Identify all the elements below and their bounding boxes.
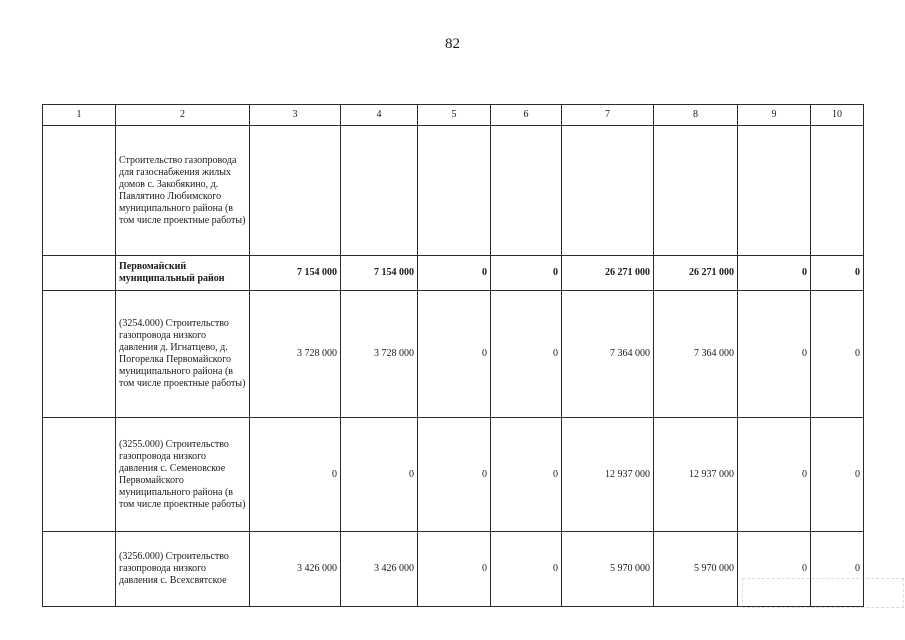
district-name-cell: Первомайский муниципальный район bbox=[116, 256, 250, 291]
table-cell: 0 bbox=[738, 291, 811, 418]
table-cell bbox=[43, 126, 116, 256]
faded-stamp-mark bbox=[742, 578, 904, 608]
table-cell: 0 bbox=[418, 256, 491, 291]
table-cell bbox=[418, 126, 491, 256]
column-header: 5 bbox=[418, 105, 491, 126]
table-row bbox=[43, 126, 864, 256]
table-cell: 3 728 000 bbox=[341, 291, 418, 418]
table-cell bbox=[43, 418, 116, 532]
object-name-cell: (3254.000) Строительство газопровода низкого давления д. Игнатцево, д. Погорелка Первомайского муниципального района (в том числе проектные работы) bbox=[116, 291, 250, 418]
table-cell: 26 271 000 bbox=[654, 256, 738, 291]
table-cell: 12 937 000 bbox=[654, 418, 738, 532]
column-header: 4 bbox=[341, 105, 418, 126]
table-cell: 0 bbox=[811, 418, 864, 532]
table-cell: 0 bbox=[811, 291, 864, 418]
table-cell: 3 426 000 bbox=[250, 532, 341, 607]
object-name-cell: (3255.000) Строительство газопровода низкого давления с. Семеновское Первомайского муниципального района (в том числе проектные работы) bbox=[116, 418, 250, 532]
table-cell: 5 970 000 bbox=[654, 532, 738, 607]
table-cell: 0 bbox=[738, 256, 811, 291]
table-cell: 0 bbox=[491, 418, 562, 532]
table-cell bbox=[654, 126, 738, 256]
page-number: 82 bbox=[445, 36, 460, 52]
table-cell: 7 364 000 bbox=[654, 291, 738, 418]
column-header: 1 bbox=[43, 105, 116, 126]
table-cell: 5 970 000 bbox=[562, 532, 654, 607]
table-row bbox=[43, 532, 864, 607]
table-cell: 0 bbox=[418, 418, 491, 532]
table-cell bbox=[341, 126, 418, 256]
table-row-district-total bbox=[43, 256, 864, 291]
table-cell: 3 426 000 bbox=[341, 532, 418, 607]
table-cell bbox=[43, 256, 116, 291]
table-cell bbox=[738, 126, 811, 256]
table-cell bbox=[43, 532, 116, 607]
table-cell: 0 bbox=[418, 291, 491, 418]
table-cell: 0 bbox=[491, 532, 562, 607]
column-header: 8 bbox=[654, 105, 738, 126]
object-name-cell: Строительство газопровода для газоснабжения жилых домов с. Закобякино, д. Павлятино Любимского муниципального района (в том числе проектные работы) bbox=[116, 126, 250, 256]
header-row bbox=[43, 105, 864, 126]
object-name-cell: (3256.000) Строительство газопровода низкого давления с. Всехсвятское bbox=[116, 532, 250, 607]
table-cell: 0 bbox=[491, 256, 562, 291]
table-cell bbox=[811, 126, 864, 256]
table-cell: 0 bbox=[250, 418, 341, 532]
table-cell: 0 bbox=[341, 418, 418, 532]
table-row bbox=[43, 291, 864, 418]
table-cell: 26 271 000 bbox=[562, 256, 654, 291]
table-cell: 0 bbox=[811, 256, 864, 291]
table-cell: 7 364 000 bbox=[562, 291, 654, 418]
column-header: 2 bbox=[116, 105, 250, 126]
table-cell: 7 154 000 bbox=[250, 256, 341, 291]
table-cell: 0 bbox=[811, 532, 864, 607]
table-cell: 0 bbox=[738, 418, 811, 532]
table-cell bbox=[562, 126, 654, 256]
table-cell bbox=[250, 126, 341, 256]
budget-table bbox=[42, 104, 864, 607]
table-row bbox=[43, 418, 864, 532]
table-cell: 0 bbox=[491, 291, 562, 418]
column-header: 7 bbox=[562, 105, 654, 126]
table-cell: 3 728 000 bbox=[250, 291, 341, 418]
table-cell: 0 bbox=[418, 532, 491, 607]
column-header: 10 bbox=[811, 105, 864, 126]
column-header: 9 bbox=[738, 105, 811, 126]
table-cell bbox=[491, 126, 562, 256]
table-cell bbox=[43, 291, 116, 418]
table-cell: 0 bbox=[738, 532, 811, 607]
table-cell: 12 937 000 bbox=[562, 418, 654, 532]
column-header: 3 bbox=[250, 105, 341, 126]
table-cell: 7 154 000 bbox=[341, 256, 418, 291]
column-header: 6 bbox=[491, 105, 562, 126]
